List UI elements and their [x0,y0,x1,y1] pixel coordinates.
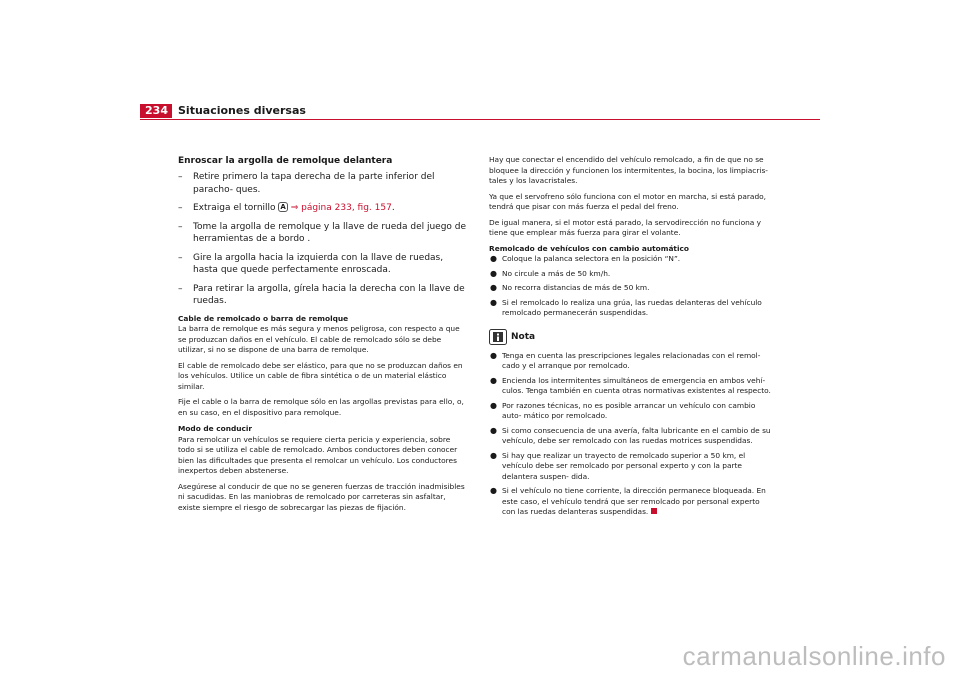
bullet-icon: ● [490,283,497,292]
step-text-end: . [391,203,395,213]
paragraph: Asegúrese al conducir de que no se generen fuerzas de tracción inadmisibles ni sacudidas. En las maniobras de remolcado por carreteras sin asfaltar, existe siempre el riesgo de sobrecargar las piezas de fijación. [178,481,465,512]
list-item-text: Coloque la palanca selectora en la posición “N”. [502,254,681,263]
step-item [178,252,468,277]
list-item [489,376,771,397]
paragraph: Para remolcar un vehículos se requiere cierta pericia y experiencia, sobre todo si se utiliza el cable de remolcado. Ambos conductores deben conocer bien las dificultades que presenta el remolcar un vehículo. Los conductores inexpertos deben abstenerse. [178,434,458,475]
note-info-icon [489,329,507,345]
section-heading-automatic: Remolcado de vehículos con cambio automático [489,243,689,253]
list-item-text: Tenga en cuenta las prescripciones legales relacionadas con el remol- cado y el arranque por remolcado. [502,350,761,370]
bullet-icon: ● [490,375,497,385]
bullet-icon: ● [490,486,497,495]
right-column [489,155,771,522]
list-item-text: Si el vehículo no tiene corriente, la dirección permanece bloqueada. En este caso, el vehículo tendrá que ser remolcado por personal experto con las ruedas delanteras suspendidas. [502,486,766,516]
bullet-icon: ● [490,268,497,278]
step-text: Gire la argolla hacia la izquierda con la llave de ruedas, hasta que quede perfectamente enroscada. [193,252,444,275]
list-item [489,283,771,294]
step-item [178,283,468,308]
step-dash: – [178,252,183,263]
list-item-text: Por razones técnicas, no es posible arrancar un vehículo con cambio auto- mático por remolcado. [502,400,756,420]
note-header [489,329,771,345]
step-dash: – [178,172,183,182]
list-item-text: No circule a más de 50 km/h. [502,268,611,278]
callout-a-icon: A [280,203,286,211]
list-item-text: Si hay que realizar un trayecto de remolcado superior a 50 km, el vehículo debe ser remolcado por personal experto y con la parte delantera suspen- dida. [502,450,746,481]
list-item [489,401,771,422]
step-dash: – [178,221,183,232]
paragraph: La barra de remolque es más segura y menos peligrosa, con respecto a que se produzcan daños en el vehículo. El cable de remolcado sólo se debe utilizar, si no se dispone de una barra de remolque. [178,324,460,354]
left-column [178,155,468,518]
list-item [489,351,771,372]
bullet-icon: ● [490,425,497,435]
page-reference-link[interactable]: ⇒ página 233, fig. 157 [290,203,392,213]
paragraph: Ya que el servofreno sólo funciona con el motor en marcha, si está parado, tendrá que pisar con más fuerza el pedal del freno. [489,191,767,211]
paragraph: Hay que conectar el encendido del vehículo remolcado, a fin de que no se bloquee la dirección y funcionen los intermitentes, la bocina, los limpiacris- tales y los lavacristales. [489,155,768,185]
bullet-icon: ● [490,350,497,360]
section-heading-driving: Modo de conducir [178,424,253,433]
step-text: Retire primero la tapa derecha de la parte inferior del paracho- ques. [193,172,435,195]
paragraph: Fije el cable o la barra de remolque sólo en las argollas previstas para ello, o, en su caso, en el dispositivo para remolque. [178,397,464,417]
step-item [178,221,468,246]
list-item [489,451,771,483]
list-item-text: Si el remolcado lo realiza una grúa, las ruedas delanteras del vehículo remolcado permanecerán suspendidas. [502,297,762,317]
list-item [489,269,771,280]
watermark: carmanualsonline.info [682,641,946,671]
list-item-text: Si como consecuencia de una avería, falta lubricante en el cambio de su vehículo, debe ser remolcado con las ruedas motrices suspendidas. [502,425,771,445]
section-heading-towing-eye: Enroscar la argolla de remolque delantera [178,156,393,166]
page-number: 234 [140,104,172,118]
list-item-text: No recorra distancias de más de 50 km. [502,283,650,292]
bullet-icon: ● [490,297,497,307]
section-heading-cable: Cable de remolcado o barra de remolque [178,313,349,323]
step-text: Extraiga el tornillo [193,203,276,213]
bullet-icon: ● [490,400,497,410]
paragraph: El cable de remolcado debe ser elástico, para que no se produzcan daños en los vehículos. Utilice un cable de fibra sintética o de un material elástico similar. [178,360,463,391]
list-item [489,254,771,265]
note-label: Nota [511,331,536,342]
list-item [489,486,771,518]
step-text: Tome la argolla de remolque y la llave de rueda del juego de herramientas de a bordo . [193,221,467,244]
step-dash: – [178,283,183,294]
step-item [178,171,468,196]
page-title: Situaciones diversas [178,104,306,117]
list-item-text: Encienda los intermitentes simultáneos de emergencia en ambos vehí- culos. Tenga también en cuenta otras normativas existentes al respecto. [502,375,771,395]
paragraph: De igual manera, si el motor está parado, la servodirección no funciona y tiene que emplear más fuerza para girar el volante. [489,217,762,237]
header-divider [140,119,820,120]
step-dash: – [178,203,183,213]
list-item [489,426,771,447]
list-item [489,298,771,319]
step-text: Para retirar la argolla, gírela hacia la derecha con la llave de ruedas. [193,283,465,306]
bullet-icon: ● [490,254,497,263]
end-of-section-icon [651,508,657,514]
step-item [178,202,468,215]
bullet-icon: ● [490,450,497,460]
